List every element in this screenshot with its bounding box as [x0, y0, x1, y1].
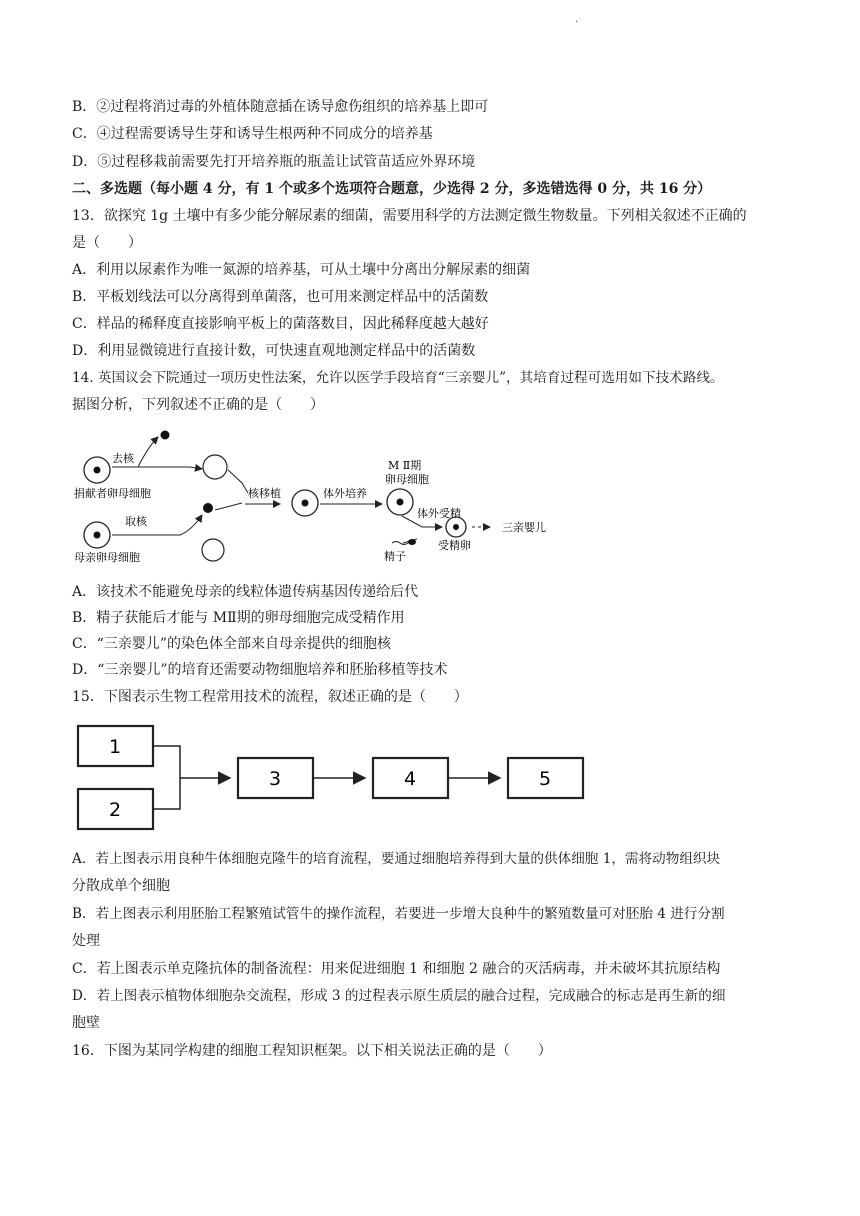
- q15-option-d-line1: D．若上图表示植物体细胞杂交流程，形成 3 的过程表示原生质层的融合过程，完成融合的标志是再生新的细: [72, 988, 726, 1004]
- mii-label-line1: M Ⅱ期: [388, 459, 422, 472]
- three-parent-baby-diagram: [70, 425, 570, 575]
- q15-option-a-line2: 分散成单个细胞: [72, 878, 170, 894]
- ivf-label: 体外受精: [417, 507, 461, 520]
- q12-option-b: B．②过程将消过毒的外植体随意插在诱导愈伤组织的培养基上即可: [72, 99, 489, 115]
- q15-option-d-line2: 胞壁: [72, 1015, 100, 1031]
- merge-bracket: [153, 746, 180, 809]
- header-dot: .: [575, 14, 579, 25]
- flow-box-2-label: 2: [108, 799, 122, 821]
- flow-box-1-label: 1: [108, 736, 122, 758]
- q15-stem: 15．下图表示生物工程常用技术的流程，叙述正确的是（ ）: [72, 689, 468, 705]
- q14-option-c: C．“三亲婴儿”的染色体全部来自母亲提供的细胞核: [72, 636, 392, 652]
- sperm-head: [408, 539, 416, 545]
- flow-box-3-label: 3: [268, 768, 282, 790]
- q16-stem: 16．下图为某同学构建的细胞工程知识框架。以下相关说法正确的是（ ）: [72, 1043, 552, 1059]
- q12-option-c: C．④过程需要诱导生芽和诱导生根两种不同成分的培养基: [72, 126, 433, 142]
- section-title-multiple-choice: 二、多选题（每小题 4 分，有 1 个或多个选项符合题意，少选得 2 分，多选错选得 0 分，共 16 分）: [72, 181, 712, 197]
- q13-option-b: B．平板划线法可以分离得到单菌落，也可用来测定样品中的活菌数: [72, 289, 489, 305]
- flow-box-5-label: 5: [538, 768, 552, 790]
- sperm-label: 精子: [384, 550, 406, 563]
- q14-option-b: B．精子获能后才能与 MⅡ期的卵母细胞完成受精作用: [72, 610, 405, 626]
- mii-oocyte-nucleus: [397, 499, 404, 506]
- q13-stem-line1: 13．欲探究 1g 土壤中有多少能分解尿素的细菌，需要用科学的方法测定微生物数量。下列相关叙述不正确的: [72, 208, 747, 224]
- mother-oocyte-label: 母亲卵母细胞: [74, 551, 140, 564]
- q15-option-b-line1: B．若上图表示利用胚胎工程繁殖试管牛的操作流程，若要进一步增大良种牛的繁殖数量可对胚胎 4 进行分割: [72, 906, 725, 922]
- q14-option-a: A．该技术不能避免母亲的线粒体遗传病基因传递给后代: [72, 584, 419, 600]
- enucleated-donor-oocyte: [203, 455, 227, 479]
- mother-oocyte-nucleus: [94, 532, 101, 539]
- q13-option-a: A．利用以尿素作为唯一氮源的培养基，可从土壤中分离出分解尿素的细菌: [72, 262, 531, 278]
- donor-oocyte-nucleus: [94, 467, 101, 474]
- take-nucleus-label: 取核: [125, 515, 147, 528]
- removed-nucleus: [161, 431, 170, 440]
- fertilized-egg-label: 受精卵: [438, 539, 471, 552]
- mother-remnant-cell: [202, 539, 224, 561]
- q14-stem-line1: 14. 英国议会下院通过一项历史性法案，允许以医学手段培育“三亲婴儿”，其培育过程可选用如下技术路线。: [72, 370, 724, 386]
- donor-to-enucleated-arrow: [112, 467, 202, 469]
- flow-box-4-label: 4: [403, 768, 417, 790]
- q13-option-c: C．样品的稀释度直接影响平板上的菌落数目，因此稀释度越大越好: [72, 316, 489, 332]
- q14-option-d: D．“三亲婴儿”的培育还需要动物细胞培养和胚胎移植等技术: [72, 662, 448, 678]
- q12-option-d: D．⑤过程移栽前需要先打开培养瓶的瓶盖让试管苗适应外界环境: [72, 154, 476, 170]
- nucleus-join-line: [215, 503, 242, 510]
- q15-option-a-line1: A．若上图表示用良种牛体细胞克隆牛的培育流程，要通过细胞培养得到大量的供体细胞 1，需将动物组织块: [72, 851, 721, 867]
- q13-stem-line2: 是（ ）: [72, 235, 142, 251]
- q15-option-c: C．若上图表示单克隆抗体的制备流程：用来促进细胞 1 和细胞 2 融合的灭活病毒，并未破坏其抗原结构: [72, 961, 721, 977]
- reconstructed-nucleus: [302, 500, 309, 507]
- q15-option-b-line2: 处理: [72, 933, 100, 949]
- q14-stem-line2: 据图分析，下列叙述不正确的是（ ）: [72, 397, 324, 413]
- remove-nucleus-label: 去核: [112, 452, 134, 465]
- q13-option-d: D．利用显微镜进行直接计数，可快速直观地测定样品中的活菌数: [72, 343, 476, 359]
- donor-oocyte-label: 捐献者卵母细胞: [74, 487, 151, 500]
- fertilized-egg-nucleus: [453, 524, 459, 530]
- mother-nucleus: [203, 503, 213, 513]
- mii-label-line2: 卵母细胞: [385, 473, 429, 486]
- baby-label: 三亲婴儿: [502, 521, 546, 534]
- nuclear-transfer-label: 核移植: [248, 487, 281, 500]
- in-vitro-culture-label: 体外培养: [323, 487, 367, 500]
- technique-flow-diagram: [70, 718, 590, 836]
- removed-nucleus-arrow: [138, 437, 158, 467]
- enucleated-join-line: [228, 470, 248, 493]
